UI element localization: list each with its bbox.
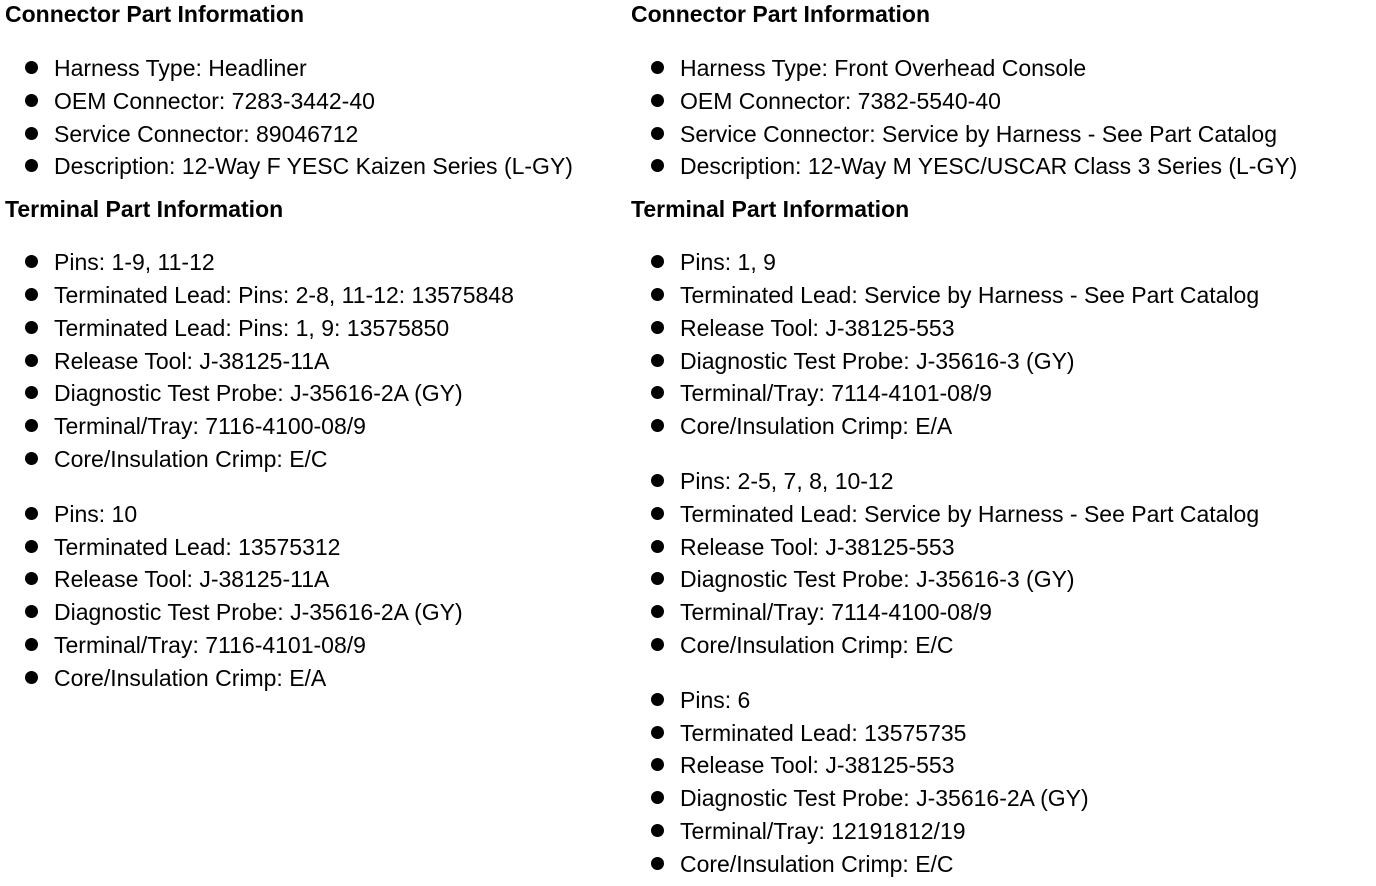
list-item: Release Tool: J-38125-11A	[5, 345, 625, 378]
list-item: Terminated Lead: Pins: 1, 9: 13575850	[5, 312, 625, 345]
left-connector-column	[5, 0, 625, 695]
list-item: Harness Type: Front Overhead Console	[631, 52, 1371, 85]
list-item: Harness Type: Headliner	[5, 52, 625, 85]
list-item: Terminated Lead: 13575312	[5, 531, 625, 564]
list-item: OEM Connector: 7382-5540-40	[631, 85, 1371, 118]
list-item: Core/Insulation Crimp: E/A	[5, 662, 625, 695]
list-item: Pins: 10	[5, 498, 625, 531]
list-item: Terminated Lead: 13575735	[631, 717, 1371, 750]
connector-part-info-list	[5, 52, 625, 183]
list-item: Terminated Lead: Service by Harness - See Part Catalog	[631, 279, 1371, 312]
list-item: Terminal/Tray: 7116-4100-08/9	[5, 410, 625, 443]
list-item: Terminated Lead: Service by Harness - See Part Catalog	[631, 498, 1371, 531]
list-item: Diagnostic Test Probe: J-35616-2A (GY)	[5, 596, 625, 629]
right-connector-column	[631, 0, 1371, 881]
list-item: Service Connector: Service by Harness - See Part Catalog	[631, 118, 1371, 151]
list-item: Pins: 6	[631, 684, 1371, 717]
list-item: Release Tool: J-38125-553	[631, 312, 1371, 345]
list-item: Description: 12-Way F YESC Kaizen Series (L-GY)	[5, 150, 625, 183]
list-item: Description: 12-Way M YESC/USCAR Class 3 Series (L-GY)	[631, 150, 1371, 183]
list-item: Release Tool: J-38125-553	[631, 531, 1371, 564]
list-item: Terminal/Tray: 7116-4101-08/9	[5, 629, 625, 662]
terminal-part-info-heading: Terminal Part Information	[5, 196, 284, 223]
list-item: Diagnostic Test Probe: J-35616-3 (GY)	[631, 345, 1371, 378]
list-item: Pins: 1-9, 11-12	[5, 246, 625, 279]
connector-part-info-heading: Connector Part Information	[631, 1, 931, 27]
list-item: Service Connector: 89046712	[5, 118, 625, 151]
terminal-part-info-heading: Terminal Part Information	[631, 196, 910, 223]
terminal-group-list	[5, 498, 625, 695]
list-item: Core/Insulation Crimp: E/C	[631, 629, 1371, 662]
terminal-group-list	[631, 684, 1371, 881]
list-item: Core/Insulation Crimp: E/C	[5, 443, 625, 476]
list-item: Pins: 1, 9	[631, 246, 1371, 279]
list-item: Release Tool: J-38125-11A	[5, 563, 625, 596]
list-item: Release Tool: J-38125-553	[631, 749, 1371, 782]
list-item: Terminal/Tray: 7114-4100-08/9	[631, 596, 1371, 629]
list-item: OEM Connector: 7283-3442-40	[5, 85, 625, 118]
list-item: Diagnostic Test Probe: J-35616-2A (GY)	[5, 377, 625, 410]
list-item: Core/Insulation Crimp: E/A	[631, 410, 1371, 443]
list-item: Terminal/Tray: 12191812/19	[631, 815, 1371, 848]
terminal-group-list	[631, 465, 1371, 662]
list-item: Terminal/Tray: 7114-4101-08/9	[631, 377, 1371, 410]
terminal-group-list	[631, 246, 1371, 443]
list-item: Pins: 2-5, 7, 8, 10-12	[631, 465, 1371, 498]
list-item: Terminated Lead: Pins: 2-8, 11-12: 13575848	[5, 279, 625, 312]
connector-part-info-heading: Connector Part Information	[5, 1, 305, 27]
connector-part-info-list	[631, 52, 1371, 183]
terminal-group-list	[5, 246, 625, 476]
list-item: Diagnostic Test Probe: J-35616-3 (GY)	[631, 563, 1371, 596]
list-item: Core/Insulation Crimp: E/C	[631, 848, 1371, 881]
list-item: Diagnostic Test Probe: J-35616-2A (GY)	[631, 782, 1371, 815]
